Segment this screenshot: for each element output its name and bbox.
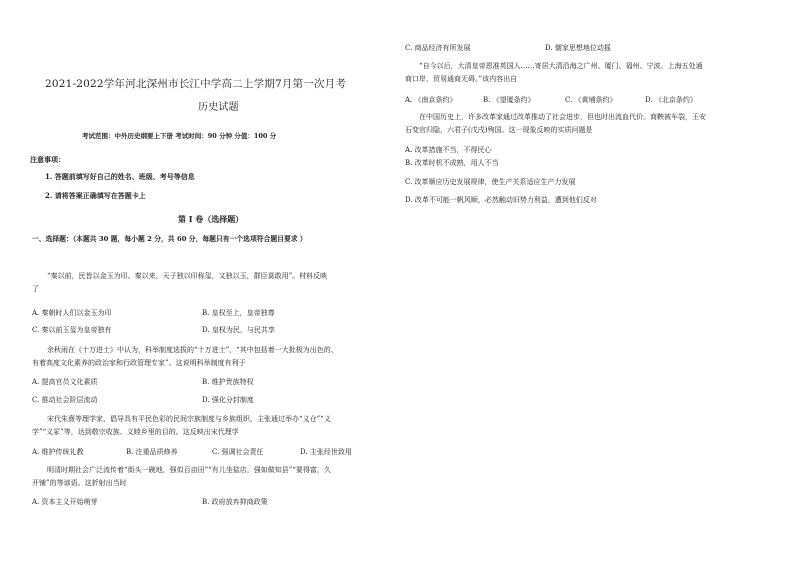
q2-option-b: B. 维护贵族特权: [202, 378, 254, 386]
section-instruction: 一、选择题：（本题共 30 题，每小题 2 分，共 60 分，每题只有一个选项符合题目要求 ）: [32, 235, 307, 243]
q4-stem-line1: 明清时期社会广泛流传着“街头一碗地，强似百亩田”“有儿坐盐店，强如做知县”“要得富，久: [47, 466, 331, 474]
q3-stem-line2: 学”“义冢”等，达到敬宗收族、义睦乡里的目的。这反映出宋代理学: [32, 428, 239, 436]
q4-option-c: C. 商品经济有所发展: [405, 44, 471, 52]
q1-stem-line1: “秦以前，民皆以金玉为印。秦以来，天子独以印称玺，又独以玉，群臣莫敢用”。材料反映: [47, 272, 328, 280]
q5-option-a: A. 《南京条约》: [405, 96, 457, 104]
q3-option-a: A. 维护传统礼教: [32, 448, 84, 456]
q2-stem-line1: 余秋雨在《十万进士》中认为，科举制度选拔的“十万进士”，“其中包括着一大批极为出色的、: [47, 346, 338, 354]
q5-option-d: D. 《北京条约》: [645, 96, 697, 104]
q4-option-a: A. 资本主义开始萌芽: [32, 498, 98, 506]
q1-option-b: B. 皇权至上，皇帝独尊: [202, 309, 275, 317]
q5-option-b: B. 《望厦条约》: [483, 96, 535, 104]
section-heading: 第 I 卷（选择题）: [178, 214, 244, 224]
q6-stem-line1: 在中国历史上，许多改革家通过改革推动了社会进步，但也时出流血代价。商鞅被车裂，王安: [419, 113, 706, 121]
q3-stem-line1: 宋代朱熹等理学家，倡导具有平民色彩的民间宗族制度与乡族组织，主张通过举办“义仓”“义: [47, 415, 331, 423]
q4-stem-line2: 开铺”的等谚语。这折射出当时: [32, 479, 127, 487]
q1-option-d: D. 皇权为民，与民共享: [202, 326, 275, 334]
q6-option-a: A. 改革措施不当，不得民心: [405, 146, 492, 154]
q3-option-c: C. 强调社会责任: [212, 448, 264, 456]
q2-option-a: A. 提高官员文化素质: [32, 378, 98, 386]
page-subtitle: 历史试题: [198, 102, 239, 113]
q2-stem-line2: 有着高度文化素养的政治家和行政管理专家”。这说明科举制度有利于: [32, 359, 246, 367]
q5-option-c: C. 《黄埔条约》: [565, 96, 617, 104]
q6-option-b: B. 改革时机不成熟，用人不当: [405, 159, 499, 167]
q6-option-d: D. 改革不可能一帆风顺，必然触动旧势力利益，遭到他们反对: [405, 196, 597, 204]
q3-option-d: D. 主张经世致用: [300, 448, 352, 456]
q3-option-b: B. 注重品质修养: [126, 448, 178, 456]
q6-stem-line2: 石变官归隐，六君子(戊戌)殉国。这一现象反映的实质问题是: [405, 126, 593, 134]
page-title: 2021-2022学年河北深州市长江中学高二上学期7月第一次月考: [45, 78, 347, 90]
q4-option-d: D. 儒家思想地位动摇: [545, 44, 611, 52]
q2-option-d: D. 强化分封制度: [202, 396, 254, 404]
q6-option-c: C. 改革顺应历史发展规律，使生产关系适应生产力发展: [405, 178, 576, 186]
notes-item-1: 1. 答题前填写好自己的姓名、班级、考号等信息: [45, 172, 195, 181]
q5-stem-line2: 商口岸，贸易通商无碍。”该内容出自: [405, 75, 518, 83]
q2-option-c: C. 推动社会阶层流动: [32, 396, 98, 404]
q1-stem-line2: 了: [32, 285, 39, 293]
q1-option-a: A. 秦朝时人们以金玉为印: [32, 309, 112, 317]
q5-stem-line1: “自今以后，大清皇帝恩准英国人……寄居大清沿海之广州、厦门、福州、宁波、上海五处通: [419, 62, 703, 70]
notes-item-2: 2. 请将答案正确填写在答题卡上: [45, 191, 146, 200]
q1-option-c: C. 秦以前玉玺为皇帝独有: [32, 326, 112, 334]
q4-option-b: B. 政府放弃抑商政策: [202, 498, 268, 506]
notes-heading: 注意事项：: [30, 155, 65, 164]
exam-info: 考试范围：中外历史纲要上下册 考试时间：90 分钟 分值：100 分: [82, 132, 277, 140]
